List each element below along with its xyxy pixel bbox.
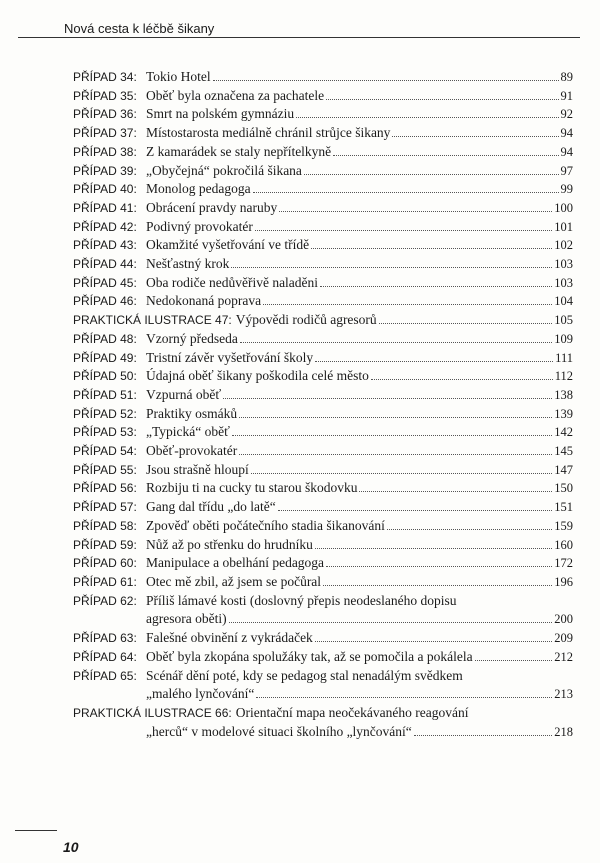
toc-entry <box>73 367 573 386</box>
toc-entry-title: Podivný provokatér <box>146 218 253 234</box>
toc-entry-label: PŘÍPAD 41: <box>73 200 137 215</box>
toc-entry <box>73 536 573 555</box>
toc-entry <box>73 274 573 293</box>
toc-entry-label: PŘÍPAD 40: <box>73 182 137 197</box>
toc-entry-title: Oběť byla zkopána spolužáky tak, až se pomočila a pokálela <box>146 648 473 664</box>
leader-dots <box>326 565 552 567</box>
toc-entry-label: PRAKTICKÁ ILUSTRACE 47: <box>73 313 232 328</box>
toc-entry-label: PŘÍPAD 42: <box>73 219 137 234</box>
toc-entry-page: 150 <box>554 481 573 496</box>
toc-entry-title: Vzpurná oběť <box>146 386 222 402</box>
toc-entry <box>73 180 573 199</box>
toc-entry <box>73 573 573 592</box>
toc-entry-label: PŘÍPAD 54: <box>73 444 137 459</box>
leader-dots <box>320 285 552 287</box>
toc-entry-title: Otec mě zbil, až jsem se počůral <box>146 573 322 589</box>
toc-entry <box>73 255 573 274</box>
leader-dots <box>359 490 552 492</box>
leader-dots <box>315 547 552 549</box>
toc-entry-page: 147 <box>554 462 573 477</box>
toc-entry <box>73 311 573 330</box>
toc-entry-title: Okamžité vyšetřování ve třídě <box>146 237 310 253</box>
toc-entry-label: PRAKTICKÁ ILUSTRACE 66: <box>73 705 232 720</box>
leader-dots <box>371 378 553 380</box>
toc-entry-label: PŘÍPAD 38: <box>73 144 137 159</box>
leader-dots <box>263 303 552 305</box>
toc-entry-label: PŘÍPAD 56: <box>73 481 137 496</box>
toc-entry-title-continued: agresora oběti) <box>146 611 227 627</box>
toc-entry-title: Oběť-provokatér <box>146 443 238 459</box>
leader-dots <box>255 229 552 231</box>
toc-entry-label: PŘÍPAD 34: <box>73 70 137 84</box>
toc-entry-label: PŘÍPAD 46: <box>73 294 137 309</box>
toc-entry-page: 100 <box>554 200 573 215</box>
toc-entry-title: Rozbiju ti na cucky tu starou škodovku <box>146 480 358 496</box>
toc-entry-label: PŘÍPAD 43: <box>73 238 137 253</box>
toc-entry-page: 112 <box>554 369 573 384</box>
toc-entry <box>73 68 573 87</box>
leader-dots <box>304 173 559 175</box>
toc-entry-title: Tristní závěr vyšetřování školy <box>146 349 314 365</box>
leader-dots <box>323 584 552 586</box>
running-header-title: Nová cesta k léčbě šikany <box>64 21 215 36</box>
toc-entry-label: PŘÍPAD 64: <box>73 649 137 664</box>
toc-entry-page: 105 <box>554 313 573 328</box>
leader-dots <box>315 640 552 642</box>
toc-entry <box>73 629 573 648</box>
toc-entry-page: 92 <box>560 107 573 122</box>
toc-entry <box>73 349 573 368</box>
toc-entry-title: Zpověď oběti počátečního stadia šikanování <box>146 517 385 533</box>
toc-entry <box>73 498 573 517</box>
page-number: 10 <box>63 839 79 855</box>
toc-entry-title: Výpovědi rodičů agresorů <box>235 312 377 328</box>
leader-dots <box>240 341 552 343</box>
toc-entry-label: PŘÍPAD 51: <box>73 387 137 402</box>
leader-dots <box>414 734 552 736</box>
leader-dots <box>475 659 553 661</box>
leader-dots <box>239 453 552 455</box>
toc-entry-title: „Typická“ oběť <box>146 424 230 440</box>
toc-entry-page: 209 <box>554 631 573 646</box>
toc-entry-title: Oba rodiče nedůvěřivě naladěni <box>146 274 319 290</box>
toc-entry-page: 102 <box>554 238 573 253</box>
toc-entry <box>73 162 573 181</box>
toc-entry-label: PŘÍPAD 58: <box>73 518 137 533</box>
toc-entry-title: Gang dal třídu „do latě“ <box>146 499 276 515</box>
leader-dots <box>278 509 553 511</box>
toc-entry-title: Obrácení pravdy naruby <box>146 199 278 215</box>
toc-entry-page: 97 <box>560 163 573 178</box>
toc-entry <box>73 667 573 704</box>
toc-entry-label: PŘÍPAD 36: <box>73 107 137 122</box>
toc-entry <box>73 423 573 442</box>
toc-entry-label: PŘÍPAD 61: <box>73 574 137 589</box>
toc-entry <box>73 386 573 405</box>
toc-entry-page: 139 <box>554 406 573 421</box>
toc-entry-title: Údajná oběť šikany poškodila celé město <box>146 368 369 384</box>
leader-dots <box>387 528 552 530</box>
leader-dots <box>213 79 559 81</box>
toc-entry <box>73 554 573 573</box>
toc-entry-page: 94 <box>560 126 573 141</box>
toc-entry-title: Jsou strašně hloupí <box>146 461 249 477</box>
toc-entry-title: Z kamarádek se staly nepřítelkyně <box>146 143 332 159</box>
toc-entry-title: Příliš lámavé kosti (doslovný přepis neodeslaného dopisu <box>146 592 457 608</box>
leader-dots <box>392 135 558 137</box>
toc-entry <box>73 442 573 461</box>
toc-entry-page: 111 <box>555 350 573 365</box>
toc-entry <box>73 405 573 424</box>
toc-entry <box>73 461 573 480</box>
toc-entry-title: Falešné obvinění z vykrádaček <box>146 630 313 646</box>
leader-dots <box>311 247 552 249</box>
toc-entry-label: PŘÍPAD 63: <box>73 631 137 646</box>
toc-entry <box>73 199 573 218</box>
toc-entry-title: Nedokonaná poprava <box>146 293 262 309</box>
toc-entry-title: Scénář dění poté, kdy se pedagog stal nenadálým svědkem <box>146 667 463 683</box>
toc-entry-page: 145 <box>554 444 573 459</box>
leader-dots <box>333 154 558 156</box>
toc-entry-label: PŘÍPAD 57: <box>73 500 137 515</box>
toc-entry-title: Smrt na polském gymnáziu <box>146 106 295 122</box>
toc-entry-title: Nůž až po střenku do hrudníku <box>146 536 313 552</box>
leader-dots <box>231 266 552 268</box>
toc-entry-page: 151 <box>554 500 573 515</box>
toc-entry-label: PŘÍPAD 48: <box>73 331 137 346</box>
toc-entry-page: 104 <box>554 294 573 309</box>
toc-entry <box>73 292 573 311</box>
toc-entry <box>73 105 573 124</box>
toc-entry-label: PŘÍPAD 37: <box>73 126 137 141</box>
toc-entry-page: 103 <box>554 257 573 272</box>
toc-entry-title: Monolog pedagoga <box>146 181 251 197</box>
toc-entry <box>73 218 573 237</box>
leader-dots <box>315 360 553 362</box>
toc-entry-page: 103 <box>554 275 573 290</box>
toc-entry-page: 94 <box>560 144 573 159</box>
leader-dots <box>251 472 553 474</box>
toc-entry <box>73 330 573 349</box>
leader-dots <box>223 397 552 399</box>
toc-entry <box>73 517 573 536</box>
toc-entry <box>73 236 573 255</box>
toc-entry-page: 218 <box>554 724 573 739</box>
toc-entry <box>73 704 573 741</box>
toc-entry-page: 142 <box>554 425 573 440</box>
leader-dots <box>232 434 552 436</box>
toc-entry-title: Orientační mapa neočekávaného reagování <box>235 704 469 720</box>
table-of-contents <box>73 68 573 741</box>
toc-entry-label: PŘÍPAD 50: <box>73 369 137 384</box>
leader-dots <box>229 621 553 623</box>
toc-entry-label: PŘÍPAD 59: <box>73 537 137 552</box>
toc-entry <box>73 592 573 629</box>
toc-entry-label: PŘÍPAD 44: <box>73 257 137 272</box>
toc-entry <box>73 87 573 106</box>
leader-dots <box>279 210 552 212</box>
leader-dots <box>296 116 558 118</box>
toc-entry-page: 172 <box>554 556 573 571</box>
toc-entry-page: 196 <box>554 574 573 589</box>
toc-entry-label: PŘÍPAD 49: <box>73 350 137 365</box>
toc-entry-title-continued: „herců“ v modelové situaci školního „lynčování“ <box>146 723 412 739</box>
toc-entry <box>73 648 573 667</box>
leader-dots <box>253 191 559 193</box>
toc-entry-title: Místostarosta mediálně chránil strůjce šikany <box>146 125 391 141</box>
leader-dots <box>239 416 552 418</box>
toc-entry-page: 138 <box>554 387 573 402</box>
header-rule <box>18 37 580 38</box>
toc-entry-title: Praktiky osmáků <box>146 405 238 421</box>
toc-entry-title-continued: „malého lynčování“ <box>146 686 255 702</box>
toc-entry-page: 89 <box>560 70 573 84</box>
leader-dots <box>256 696 552 698</box>
toc-entry-page: 200 <box>554 612 573 627</box>
toc-entry-page: 213 <box>554 687 573 702</box>
toc-entry-page: 160 <box>554 537 573 552</box>
toc-entry-title: Nešťastný krok <box>146 256 230 272</box>
toc-entry-label: PŘÍPAD 45: <box>73 275 137 290</box>
toc-entry-title: Tokio Hotel <box>146 69 211 84</box>
toc-entry-label: PŘÍPAD 62: <box>73 593 137 608</box>
toc-entry-label: PŘÍPAD 60: <box>73 556 137 571</box>
toc-entry-title: Manipulace a obelhání pedagoga <box>146 555 325 571</box>
toc-entry-label: PŘÍPAD 65: <box>73 668 137 683</box>
toc-entry-title: Vzorný předseda <box>146 330 238 346</box>
toc-entry-page: 99 <box>560 182 573 197</box>
leader-dots <box>326 98 558 100</box>
toc-entry-title: Oběť byla označena za pachatele <box>146 87 325 103</box>
toc-entry-page: 91 <box>560 88 573 103</box>
toc-entry-label: PŘÍPAD 53: <box>73 425 137 440</box>
toc-entry <box>73 479 573 498</box>
toc-entry-page: 159 <box>554 518 573 533</box>
toc-entry-label: PŘÍPAD 39: <box>73 163 137 178</box>
toc-entry-page: 212 <box>554 649 573 664</box>
toc-entry-title: „Obyčejná“ pokročilá šikana <box>146 162 302 178</box>
footer-rule <box>15 830 57 831</box>
toc-entry-label: PŘÍPAD 35: <box>73 88 137 103</box>
leader-dots <box>379 322 553 324</box>
toc-entry <box>73 124 573 143</box>
toc-entry-label: PŘÍPAD 52: <box>73 406 137 421</box>
toc-entry-page: 109 <box>554 331 573 346</box>
toc-entry-page: 101 <box>554 219 573 234</box>
toc-entry-label: PŘÍPAD 55: <box>73 462 137 477</box>
toc-entry <box>73 143 573 162</box>
